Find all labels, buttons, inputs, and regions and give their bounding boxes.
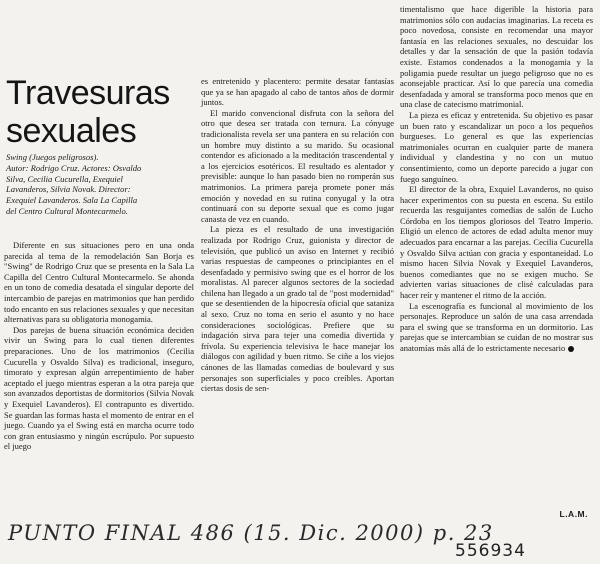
credit-line: Silva, Cecilia Cucurella, Exequiel (6, 173, 123, 184)
article-column-right (400, 4, 593, 354)
paragraph: El marido convencional disfruta con la señora del otro que desea ser tratada con ternura. La cónyuge tradicionalista revela ser una pantera en su relación con un hombre muy distinto a su marido. Su ocasional contendor es aficionado a la meditación trascendental y a los ejercicios esotéricos. El resultado es alentador y previsible: aunque lo han pasado bien no romperán sus matrimonios. La primera pareja promete poner más emoción y novedad en su rutina conyugal y la otra continuará con su deporte sexual que es como jugar canasta de vez en cuando. (201, 107, 394, 224)
article-column-middle (201, 76, 394, 394)
handwritten-source-note: PUNTO FINAL 486 (15. Dic. 2000) p. 23 (8, 521, 494, 545)
credit-line: Exequiel Lavanderos. Sala La Capilla (6, 195, 138, 206)
credit-line: Lavanderos, Silvia Novak. Director: (6, 184, 131, 195)
paragraph: La pieza es el resultado de una investigación realizada por Rodrigo Cruz, guionista y director de televisión, que publicó un aviso en Internet y recibió varias respuestas de campeones o principiantes en el desenfadado y permisivo swing que es el horror de los moralistas. Al parecer algunos sectores de la sociedad chilena han llegado a un grado tal de "post modernidad" que se desentienden de la hipocresía oficial que sataniza al sexo. Cruz no toma en serio el asunto y no hace consideraciones sociológicas. Prefiere que su indagación sirva para tejer una comedia divertida y frívola. Su experiencia televisiva le hace manejar los diálogos con agilidad y buen ritmo. Se ciñe a los viejos cánones de las llamadas comedias de boulevard y sus personajes son superficiales y poco creíbles. Aportan ciertas dosis de sen- (201, 224, 394, 394)
archive-stamp-number: 556934 (455, 541, 526, 561)
paragraph: Dos parejas de buena situación económica deciden vivir un Swing para lo cual tienen diferentes preparaciones. Uno de los matrimonios (Cecilia Cucurella y Osvaldo Silva) es tradicional, inseguro, timorato y expresan algún arrepentimiento de haber aceptado el juego mientras esperan a la otra pareja que son avanzados deportistas de dormitorios (Silvia Novak y Exequiel Lavanderos). El contrapunto es divertido. Se guardan las formas hasta el momento de entrar en el juego. Cuando ya el Swing está en marcha ocurre todo con gran entusiasmo y ningún escrúpulo. Por supuesto el juego (4, 324, 194, 452)
title-line-2: sexuales (6, 112, 137, 150)
article-column-left (4, 240, 194, 452)
paragraph: El director de la obra, Exquiel Lavanderos, no quiso hacer experimentos con su puesta en escena. Su estilo recuerda las resguijantes comedias de salón de Lucho Córdoba en los tiempos gloriosos del Teatro Imperio. Eligió un elenco de actores de edad adulta menor muy adecuados para encarnar a las parejas. Cecilia Cucurella y Osvaldo Silva actúan con gracia y espontaneidad. Lo mismo hacen Silvia Novak y Exequiel Lavanderos, buenos comediantes que no se exigen mucho. Se advierten varias situaciones de clisé calculadas para hacer reír y mantener el ritmo de la acción. (400, 184, 593, 301)
play-credits (6, 152, 194, 217)
paragraph: La pieza es eficaz y entretenida. Su objetivo es pasar un buen rato y escandalizar un poco a los pequeños burgueses. Lo general es que las experiencias matrimoniales ocurran en cualquier parte de manera individual y clandestina y no con un mutuo consentimiento, como un deporte parecido a jugar con fuego sanguíneo. (400, 109, 593, 184)
paragraph: es entretenido y placentero: permite desatar fantasías que ya se han apagado al cabo de tantos años de dormir juntos. (201, 76, 394, 108)
credit-line: Swing (Juegos peligrosos). (6, 152, 99, 162)
credit-line: del Centro Cultural Montecarmelo. (6, 205, 128, 216)
title-line-1: Travesuras (6, 74, 170, 112)
author-signature: L.A.M. (559, 509, 588, 519)
article-title (6, 74, 196, 150)
paragraph-final (400, 301, 593, 354)
paragraph: Diferente en sus situaciones pero en una onda parecida al tema de la remodelación San Borja es "Swing" de Rodrigo Cruz que se presenta en la Sala La Capilla del Centro Cultural Montecarmelo. Se ahonda en un tono de comedia desatada el singular deporte del intercambio de parejas en matrimonios que han perdido todo encanto en sus relaciones sexuales y que necesitan alternativas para su obligatoria monogamia. (4, 240, 194, 325)
end-bullet-icon (568, 346, 574, 352)
paragraph: timentalismo que hace digerible la historia para matrimonios sólo con audacias imaginarias. La receta es poco novedosa, consiste en recomendar una mayor fantasía en las relaciones sexuales, no descuidar los detalles y dar la sensación de que la pasión todavía existe. Estamos condenados a la monogamia y la poligamia puede resultar un juego peligroso que no es aconsejable practicar. Así lo que parecía una comedia desenfadada y amoral se transforma poco menos que en una clase de catecismo matrimonial. (400, 4, 593, 110)
credit-line: Autor: Rodrigo Cruz. Actores: Osvaldo (6, 162, 142, 173)
final-paragraph-text: La escenografía es funcional al movimiento de los personajes. Reproduce un salón de una casa arrendada para el swing que se transforma en un dormitorio. Las parejas que se intercambian se cuidan de no mostrar sus anatomías más allá de lo estrictamente necesario (400, 300, 593, 353)
